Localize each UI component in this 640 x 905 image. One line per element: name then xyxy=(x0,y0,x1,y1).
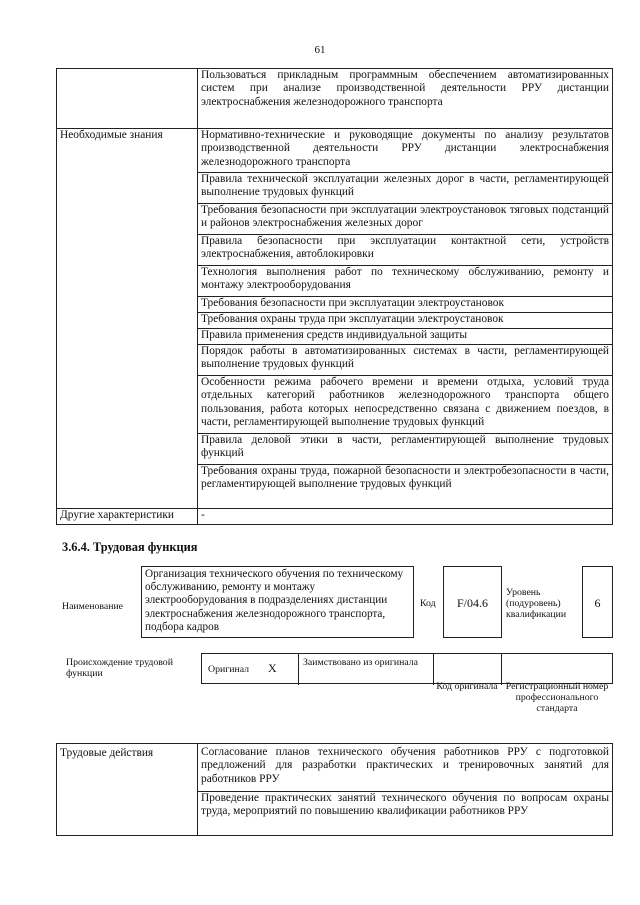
knowledge-item: Требования безопасности при эксплуатации электроустановок тяговых подстанций и районов электроснабжения железных дорог xyxy=(198,204,613,235)
code-box xyxy=(443,566,502,638)
empty-label-cell xyxy=(57,69,198,129)
code-value: F/04.6 xyxy=(456,596,488,610)
function-name-box xyxy=(141,566,414,638)
other-characteristics-value: - xyxy=(198,509,613,525)
knowledge-item: Правила безопасности при эксплуатации контактной сети, устройств электроснабжения, автоблокировки xyxy=(198,235,613,266)
knowledge-item: Правила применения средств индивидуальной защиты xyxy=(198,329,613,345)
skills-continuation-text: Пользоваться прикладным программным обеспечением автоматизированных систем при анализе производственной деятельности РРУ дистанции электроснабжения железнодорожного транспорта xyxy=(198,69,613,129)
original-mark: X xyxy=(268,661,277,675)
table-row xyxy=(57,744,613,792)
original-label: Оригинал xyxy=(208,664,250,675)
code-label: Код xyxy=(420,598,436,609)
table-row xyxy=(57,129,613,173)
level-value: 6 xyxy=(594,596,601,610)
knowledge-item: Требования безопасности при эксплуатации электроустановок xyxy=(198,297,613,313)
origin-label: Происхождение трудовой функции xyxy=(66,657,173,679)
knowledge-label: Необходимые знания xyxy=(57,129,198,509)
borrowed-label: Заимствовано из оригинала xyxy=(303,657,418,668)
actions-table xyxy=(56,743,613,836)
other-characteristics-label: Другие характеристики xyxy=(57,509,198,525)
actions-label: Трудовые действия xyxy=(57,744,198,836)
knowledge-item: Правила деловой этики в части, регламентирующей выполнение трудовых функций xyxy=(198,434,613,465)
action-item: Согласование планов технического обучения работников РРУ с подготовкой предложений для разработки практических и тренировочных занятий для работников РРУ xyxy=(198,744,613,792)
name-label: Наименование xyxy=(62,601,124,612)
function-name-value: Организация технического обучения по техническому обслуживанию, ремонту и монтажу электрооборудования в подразделениях дистанции электроснабжения железнодорожного транспорта, подбора кадров xyxy=(145,568,404,633)
action-item: Проведение практических занятий технического обучения по вопросам охраны труда, мероприятий по повышению квалификации работников РРУ xyxy=(198,792,613,836)
knowledge-item: Требования охраны труда, пожарной безопасности и электробезопасности в части, регламентирующей выполнение трудовых функций xyxy=(198,465,613,509)
page-number: 61 xyxy=(314,44,326,56)
knowledge-item: Нормативно-технические и руководящие документы по анализу результатов производственной деятельности РРУ дистанции электроснабжения железнодорожного транспорта xyxy=(198,129,613,173)
origin-divider xyxy=(298,654,299,685)
knowledge-table xyxy=(56,68,613,525)
level-box xyxy=(582,566,613,638)
code-original-label: Код оригинала xyxy=(436,681,498,692)
knowledge-item: Правила технической эксплуатации железных дорог в части, регламентирующей выполнение трудовых функций xyxy=(198,173,613,204)
table-row xyxy=(57,69,613,129)
section-title: 3.6.4. Трудовая функция xyxy=(62,540,198,554)
knowledge-item: Требования охраны труда при эксплуатации электроустановок xyxy=(198,313,613,329)
table-row xyxy=(57,509,613,525)
registration-number-label: Регистрационный номер профессионального стандарта xyxy=(505,681,609,714)
origin-box xyxy=(201,653,613,684)
knowledge-item: Особенности режима рабочего времени и времени отдыха, условий труда отдельных категорий работников железнодорожного транспорта общего пользования, работа которых непосредственно связана с движением поездов, в части, регламентирующей выполнение трудовых функций xyxy=(198,376,613,434)
knowledge-item: Технология выполнения работ по техническому обслуживанию, ремонту и монтажу электрооборудования xyxy=(198,266,613,297)
level-label: Уровень (подуровень) квалификации xyxy=(506,587,567,620)
knowledge-item: Порядок работы в автоматизированных системах в части, регламентирующей выполнение трудовых функций xyxy=(198,345,613,376)
